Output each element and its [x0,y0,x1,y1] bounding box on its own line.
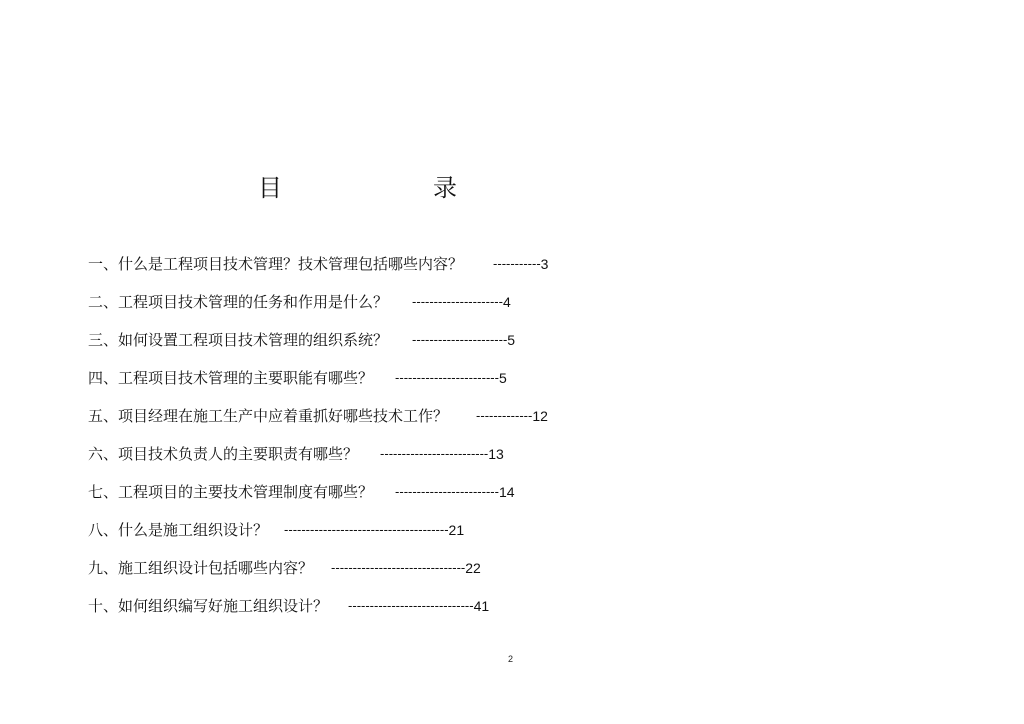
toc-page-number: 3 [540,256,549,272]
toc-entry-number: 八、 [88,521,119,539]
toc-leader-dots: --------------------- [412,294,503,309]
toc-page-number: 5 [498,370,507,386]
toc-page-number: 14 [498,484,515,500]
toc-page-number: 12 [532,408,548,424]
toc-entry-title: 施工组织设计包括哪些内容？ [118,559,314,577]
toc-entry-number: 六、 [88,445,119,463]
table-of-contents [88,254,788,634]
toc-entry-title: 工程项目技术管理的主要职能有哪些？ [118,369,374,387]
toc-entry[interactable] [88,596,788,634]
toc-leader-dots: ------------------------- [380,446,489,461]
toc-entry[interactable] [88,444,788,482]
toc-entry-number: 一、 [88,255,119,273]
toc-entry[interactable] [88,368,788,406]
toc-leader-dots: ------------------------ [395,484,499,499]
toc-entry-number: 二、 [88,293,119,311]
toc-entry[interactable] [88,406,788,444]
toc-title-right: 录 [433,174,457,202]
toc-page-number: 13 [488,446,504,462]
toc-leader-dots: ---------------------- [412,332,508,347]
toc-title-left: 目 [258,174,282,202]
toc-leader-dots: ------------------------------- [331,560,466,575]
toc-leader-dots: ----------- [493,256,541,271]
toc-page-number: 5 [507,332,516,348]
toc-entry[interactable] [88,292,788,330]
toc-entry[interactable] [88,254,788,292]
toc-entry-number: 三、 [88,331,119,349]
toc-entry-title: 什么是施工组织设计？ [118,521,269,539]
toc-entry-title: 工程项目的主要技术管理制度有哪些？ [118,483,374,501]
toc-entry-number: 十、 [88,597,119,615]
toc-leader-dots: -------------------------------------- [284,522,449,537]
toc-entry-number: 九、 [88,559,119,577]
toc-leader-dots: ----------------------------- [348,598,474,613]
toc-entry-number: 七、 [88,483,119,501]
toc-entry-title: 什么是工程项目技术管理？技术管理包括哪些内容？ [118,255,464,273]
toc-entry[interactable] [88,558,788,596]
toc-page-number: 21 [448,522,465,538]
toc-entry-title: 项目经理在施工生产中应着重抓好哪些技术工作？ [118,407,449,425]
toc-entry-title: 项目技术负责人的主要职责有哪些？ [118,445,359,463]
toc-entry-title: 如何组织编写好施工组织设计？ [118,597,329,615]
toc-entry[interactable] [88,330,788,368]
toc-entry-title: 如何设置工程项目技术管理的组织系统？ [118,331,389,349]
toc-entry-number: 四、 [88,369,119,387]
page-number: 2 [508,654,514,664]
toc-page-number: 41 [473,598,490,614]
toc-leader-dots: ------------- [476,408,533,423]
toc-page-number: 22 [465,560,481,576]
toc-entry-title: 工程项目技术管理的任务和作用是什么？ [118,293,389,311]
toc-page-number: 4 [502,294,511,310]
toc-entry[interactable] [88,520,788,558]
toc-entry-number: 五、 [88,407,119,425]
toc-leader-dots: ------------------------ [395,370,499,385]
toc-entry[interactable] [88,482,788,520]
